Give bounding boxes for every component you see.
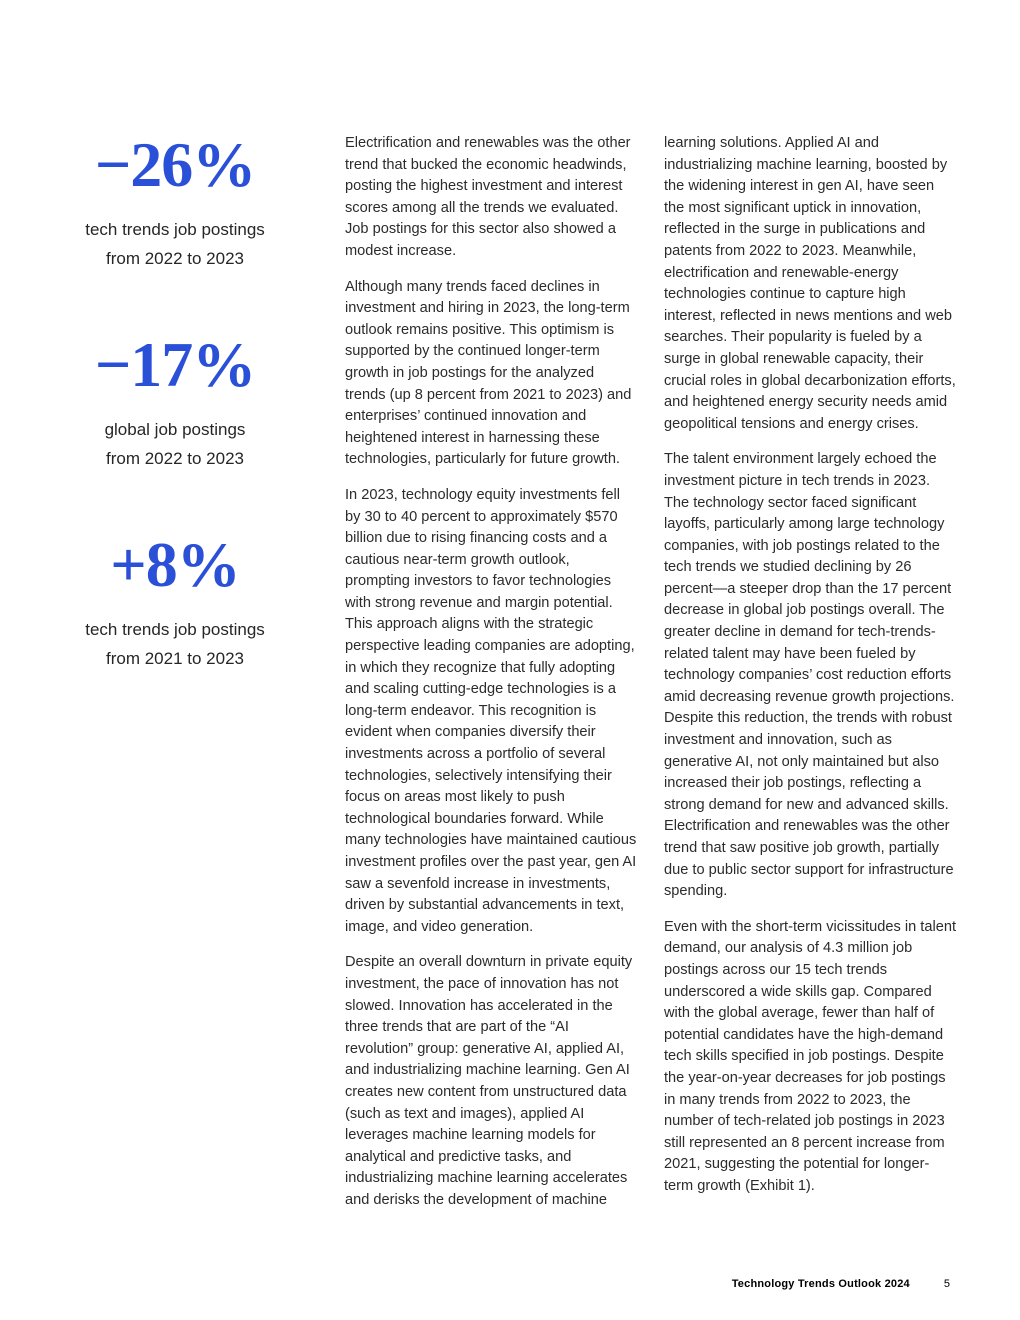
right-text-column bbox=[664, 133, 956, 1212]
stat-caption-line: from 2022 to 2023 bbox=[106, 249, 244, 268]
stat-value: −17% bbox=[94, 329, 256, 400]
stat-caption-line: tech trends job postings bbox=[85, 620, 265, 639]
footer-page-number: 5 bbox=[943, 1278, 950, 1290]
stat-value: +8% bbox=[110, 529, 240, 600]
stat-caption bbox=[55, 215, 295, 273]
stat-block-tech-trends-2022-2023 bbox=[55, 129, 295, 273]
stat-caption-line: global job postings bbox=[104, 420, 246, 439]
stats-column bbox=[55, 129, 295, 733]
paragraph: Even with the short-term vicissitudes in talent demand, our analysis of 4.3 million job postings across our 15 tech trends underscored a wide skills gap. Compared with the global average, fewer than half of potential candidates have the high-demand tech skills specified in job postings. Despite the year-on-year decreases for job postings in many trends from 2022 to 2023, the number of tech-related job postings in 2023 still represented an 8 percent increase from 2021, suggesting the potential for longer-term growth (Exhibit 1). bbox=[664, 918, 956, 1194]
stat-block-global-2022-2023 bbox=[55, 329, 295, 473]
paragraph: learning solutions. Applied AI and industrializing machine learning, boosted by the widening interest in gen AI, have seen the most significant uptick in innovation, reflected in the surge in publications and patents from 2022 to 2023. Meanwhile, electrification and renewable-energy technologies continue to capture high interest, reflected in news mentions and web searches. Their popularity is fueled by a surge in global renewable capacity, their crucial roles in global decarbonization efforts, and heightened energy security needs amid geopolitical tensions and energy crises. bbox=[664, 135, 956, 432]
paragraph: The talent environment largely echoed the investment picture in tech trends in 2023. The technology sector faced significant layoffs, particularly among large technology companies, with job postings related to the tech trends we studied declining by 26 percent—a steeper drop than the 17 percent decrease in global job postings overall. The greater decline in demand for tech-trends-related talent may have been fueled by technology companies’ cost reduction efforts amid decreasing revenue growth projections. Despite this reduction, the trends with robust investment and innovation, such as generative AI, not only maintained but also increased their job postings, reflecting a strong demand for new and advanced skills. Electrification and renewables was the other trend that saw positive job growth, partially due to public sector support for infrastructure spending. bbox=[664, 451, 955, 900]
footer-report-title: Technology Trends Outlook 2024 bbox=[731, 1278, 910, 1290]
page-footer bbox=[732, 1278, 950, 1290]
stat-value: −26% bbox=[94, 129, 256, 200]
paragraph: Although many trends faced declines in investment and hiring in 2023, the long-term outlook remains positive. This optimism is supported by the continued longer-term growth in job postings for the analyzed trends (up 8 percent from 2021 to 2023) and enterprises’ continued innovation and heightened interest in harnessing these technologies, particularly for future growth. bbox=[345, 278, 632, 468]
page-content bbox=[55, 129, 956, 1226]
paragraph: Despite an overall downturn in private equity investment, the pace of innovation has not slowed. Innovation has accelerated in the three trends that are part of the “AI revolution” group: generative AI, applied AI, and industrializing machine learning. Gen AI creates new content from unstructured data (such as text and images), applied AI leverages machine learning models for analytical and predictive tasks, and industrializing machine learning accelerates and derisks the development of machine bbox=[345, 954, 633, 1208]
middle-text-column bbox=[345, 133, 637, 1226]
stat-block-tech-trends-2021-2023 bbox=[55, 529, 295, 673]
paragraph: In 2023, technology equity investments fell by 30 to 40 percent to approximately $570 billion due to rising financing costs and a cautious near-term growth outlook, prompting investors to favor technologies with strong revenue and margin potential. This approach aligns with the strategic perspective leading companies are adopting, in which they recognize that fully adopting and scaling cutting-edge technologies is a long-term endeavor. This recognition is evident when companies diversify their investments across a portfolio of several technologies, selectively intensifying their focus on areas most likely to push technological boundaries forward. While many technologies have maintained cautious investment profiles over the past year, gen AI saw a sevenfold increase in investments, driven by substantial advancements in text, image, and video generation. bbox=[345, 486, 637, 935]
stat-caption-line: tech trends job postings bbox=[85, 220, 265, 239]
stat-caption-line: from 2022 to 2023 bbox=[106, 449, 244, 468]
stat-caption-line: from 2021 to 2023 bbox=[106, 649, 244, 668]
paragraph: Electrification and renewables was the other trend that bucked the economic headwinds, posting the highest investment and interest scores among all the trends we evaluated. Job postings for this sector also showed a modest increase. bbox=[345, 135, 631, 259]
stat-caption bbox=[55, 415, 295, 473]
stat-caption bbox=[55, 615, 295, 673]
